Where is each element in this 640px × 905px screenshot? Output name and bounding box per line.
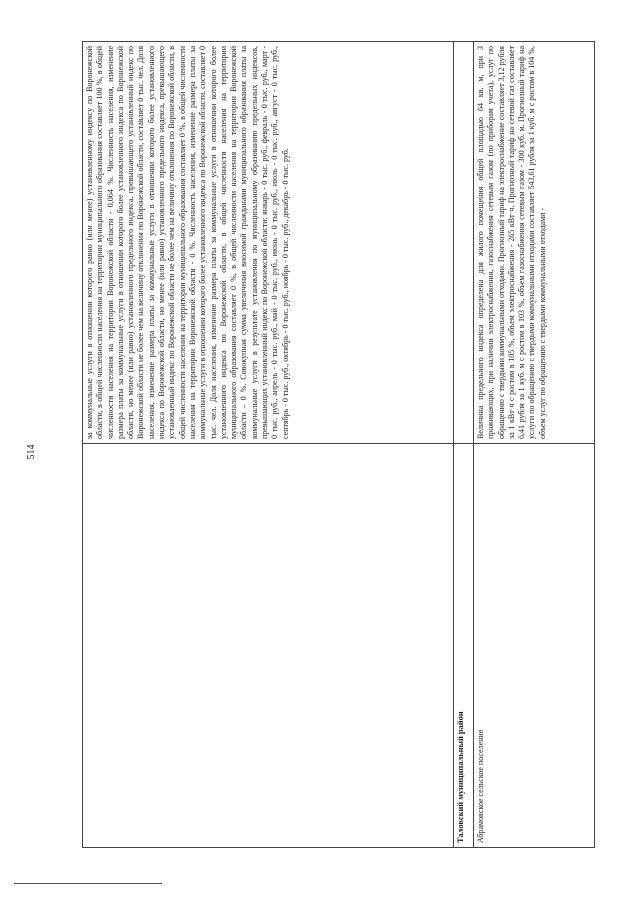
settlement-text: Величина предельного индекса определена для жилого помещения общей площадью 64 кв. м, при 3 проживающих, при наличии электроснабжения, газоснабжения сетевым газом (по приборам учета), услуг по обращению с твердыми коммунальными отходами. Прогнозный тариф на электроснабжение составляет 3,12 рубля за 1 кВт·ч с ростом в 105 %, объем электроснабжения - 265 кВт·ч. Прогнозный тариф на сетевой газ составляет 6,41 рубля за 1 куб. м с ростом в 103 %, объем газоснабжения сетевым газом - 300 куб. м. Прогнозный тариф на услуги по обращению с твердыми коммунальными отходами составляет 543,61 рубля за 1 куб. м с ростом в 104 %, объем услуг по обращению с твердыми коммунальными отходами -: [476, 46, 547, 439]
settlement-name: Абрамовское сельское поселение: [474, 444, 595, 848]
district-heading: Таловский муниципальный район: [454, 444, 474, 848]
district-heading-empty-cell: [454, 42, 474, 444]
table-cell-empty: [83, 444, 454, 848]
page-number: 514: [26, 444, 37, 460]
table-cell-settlement-text: [474, 42, 595, 444]
footer-rule: [14, 883, 162, 884]
table-row: [83, 42, 454, 848]
rotated-table-container: [82, 42, 595, 848]
tariff-index-table: [82, 41, 595, 848]
continuation-text: за коммунальные услуги в отношении которого равно (или менее) установленному индексу по Воронежской области, в общей численности населения на территории муниципального образования составляет 100 %, в общей численности населения на территории Воронежской области - 0,064 %. Численность населения, изменение размера платы за коммунальные услуги в отношении которого более установленного индекса по Воронежской области, но менее (или равно) установленного предельного индекса, превышающего установленный индекс по Воронежской области не более чем на величину отклонения по Воронежской области, составляет 0 тыс. чел. Доля населения, изменение размера платы за коммунальные услуги в отношении которого более установленного индекса по Воронежской области, но менее (или равно) установленного предельного индекса, превышающего установленный индекс по Воронежской области не более чем на величину отклонения по Воронежской области, в общей численности населения на территории муниципального образования составляет 0 %, в общей численности населения на территории Воронежской области - 0 %. Численность населения, изменение размера платы за коммунальные услуги в отношении которого более установленного индекса по Воронежской области, составляет 0 тыс. чел. Доля населения, изменение размера платы за коммунальные услуги в отношении которого более установленного индекса по Воронежской области, в общей численности населения на территории муниципального образования составляет 0 %, в общей численности населения на территории Воронежской области – 0 %. Совокупная сумма увеличения вносимой гражданами муниципального образования платы за коммунальные услуги в результате установления по муниципальному образованию предельных индексов, превышающих установленный индекс по Воронежской области: январь - 0 тыс. руб., февраль - 0 тыс. руб., март - 0 тыс. руб., апрель - 0 тыс. руб., май - 0 тыс. руб., июнь - 0 тыс. руб., июль - 0 тыс. руб., август - 0 тыс. руб., сентябрь - 0 тыс. руб., октябрь - 0 тыс. руб., ноябрь - 0 тыс. руб., декабрь - 0 тыс. руб.: [85, 46, 290, 439]
table-row: [474, 42, 595, 848]
table-cell-continuation: [83, 42, 454, 444]
district-row: [454, 42, 474, 848]
